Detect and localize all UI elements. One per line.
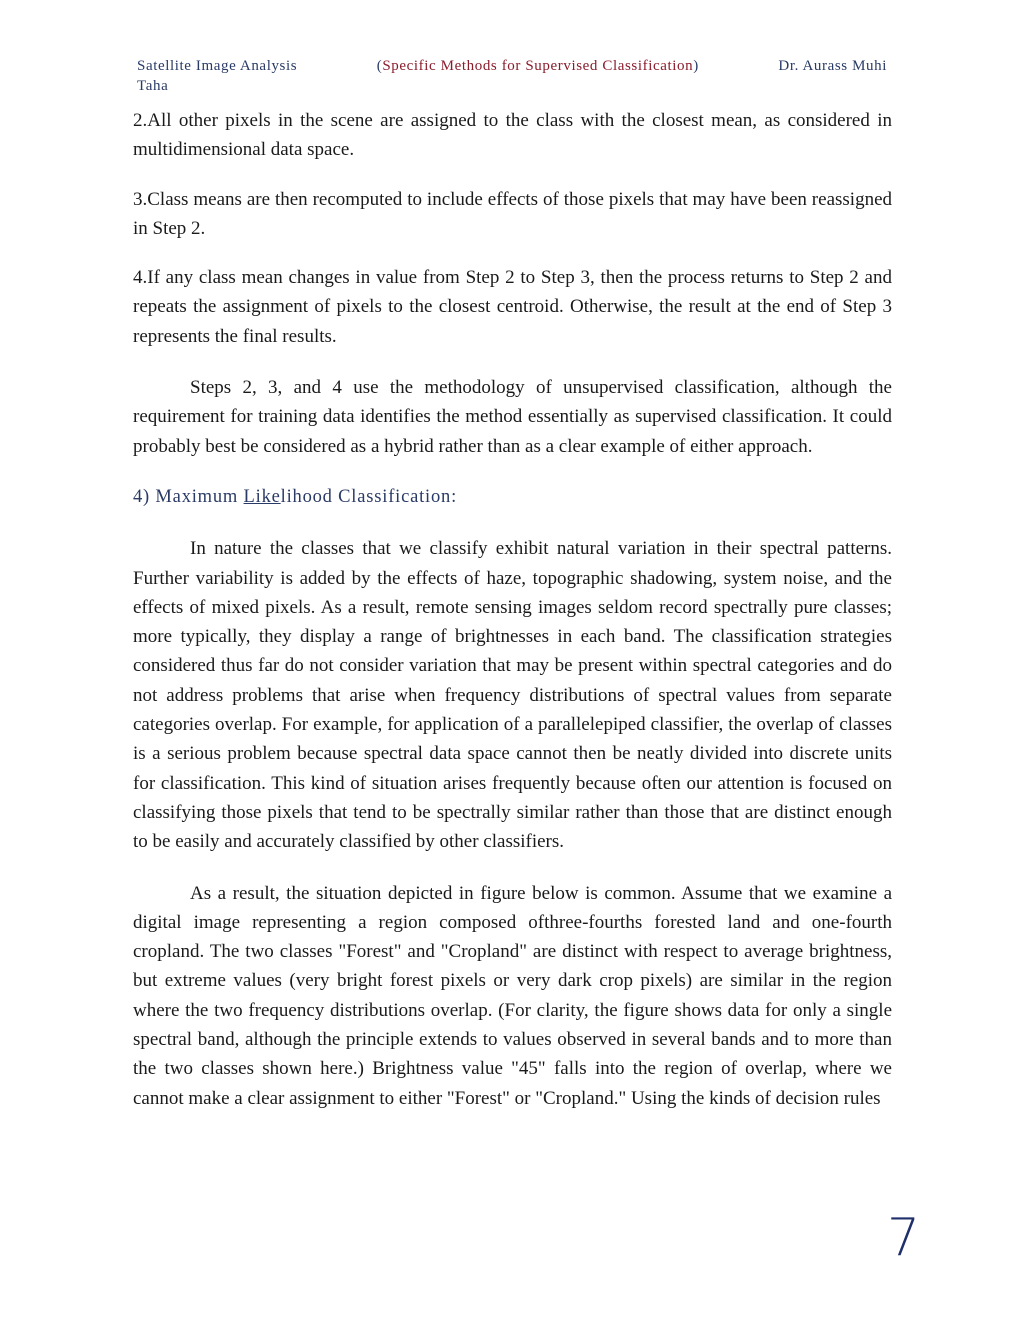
section-heading-suffix: lihood Classification:: [280, 486, 458, 507]
header-author: Dr. Aurass Muhi: [778, 58, 887, 74]
section-heading: [133, 483, 892, 512]
header-course-title: Satellite Image Analysis: [137, 58, 298, 74]
paragraph-forest-cropland: As a result, the situation depicted in figure below is common. Assume that we examine a digital image representing a region composed ofthree-fourths forested land and one-fourth cropland. The two classes "Forest" and "Cropland" are distinct with respect to average brightness, but extreme values (very bright forest pixels or very dark crop pixels) are similar in the region where the two frequency distributions overlap. (For clarity, the figure shows data for only a single spectral band, although the principle extends to values observed in several bands and to more than the two classes shown here.) Brightness value "45" falls into the region of overlap, where we cannot make a clear assignment to either "Forest" or "Cropland." Using the kinds of decision rules: [133, 882, 892, 1109]
header-chapter-title: [377, 56, 699, 76]
running-header: [137, 56, 887, 96]
paragraph-step-4: 4.If any class mean changes in value from Step 2 to Step 3, then the process returns to Step 2 and repeats the assignment of pixels to the closest centroid. Otherwise, the result at the end of Step 3 represents the final results.: [133, 267, 892, 347]
section-heading-underlined: Like: [243, 486, 281, 507]
header-paren-open: (: [376, 58, 383, 74]
header-chapter-text: Specific Methods for Supervised Classification: [382, 58, 694, 74]
paragraph-step-3: 3.Class means are then recomputed to include effects of those pixels that may have been reassigned in Step 2.: [133, 188, 892, 239]
header-author-continued: Taha: [137, 78, 169, 94]
paragraph-step-2: 2.All other pixels in the scene are assigned to the class with the closest mean, as considered in multidimensional data space.: [133, 110, 892, 161]
section-heading-prefix: 4) Maximum: [133, 486, 244, 507]
page-number: 7: [887, 1208, 921, 1268]
paragraph-hybrid-method: Steps 2, 3, and 4 use the methodology of unsupervised classification, although the requirement for training data identifies the method essentially as supervised classification. It could probably best be considered as a hybrid rather than as a clear example of either approach.: [133, 377, 892, 457]
paragraph-natural-variation: In nature the classes that we classify exhibit natural variation in their spectral patterns. Further variability is added by the effects of haze, topographic shadowing, system noise, and the effects of mixed pixels. As a result, remote sensing images seldom record spectrally pure classes; more typically, they display a range of brightnesses in each band. The classification strategies considered thus far do not consider variation that may be present within spectral categories and do not address problems that arise when frequency distributions of spectral values from separate categories overlap. For example, for application of a parallelepiped classifier, the overlap of classes is a serious problem because spectral data space cannot then be neatly divided into discrete units for classification. This kind of situation arises frequently because often our attention is focused on classifying those pixels that tend to be spectrally similar rather than those that are distinct enough to be easily and accurately classified by other classifiers.: [133, 538, 892, 853]
header-paren-close: ): [693, 58, 699, 74]
page-body: [133, 106, 892, 1113]
